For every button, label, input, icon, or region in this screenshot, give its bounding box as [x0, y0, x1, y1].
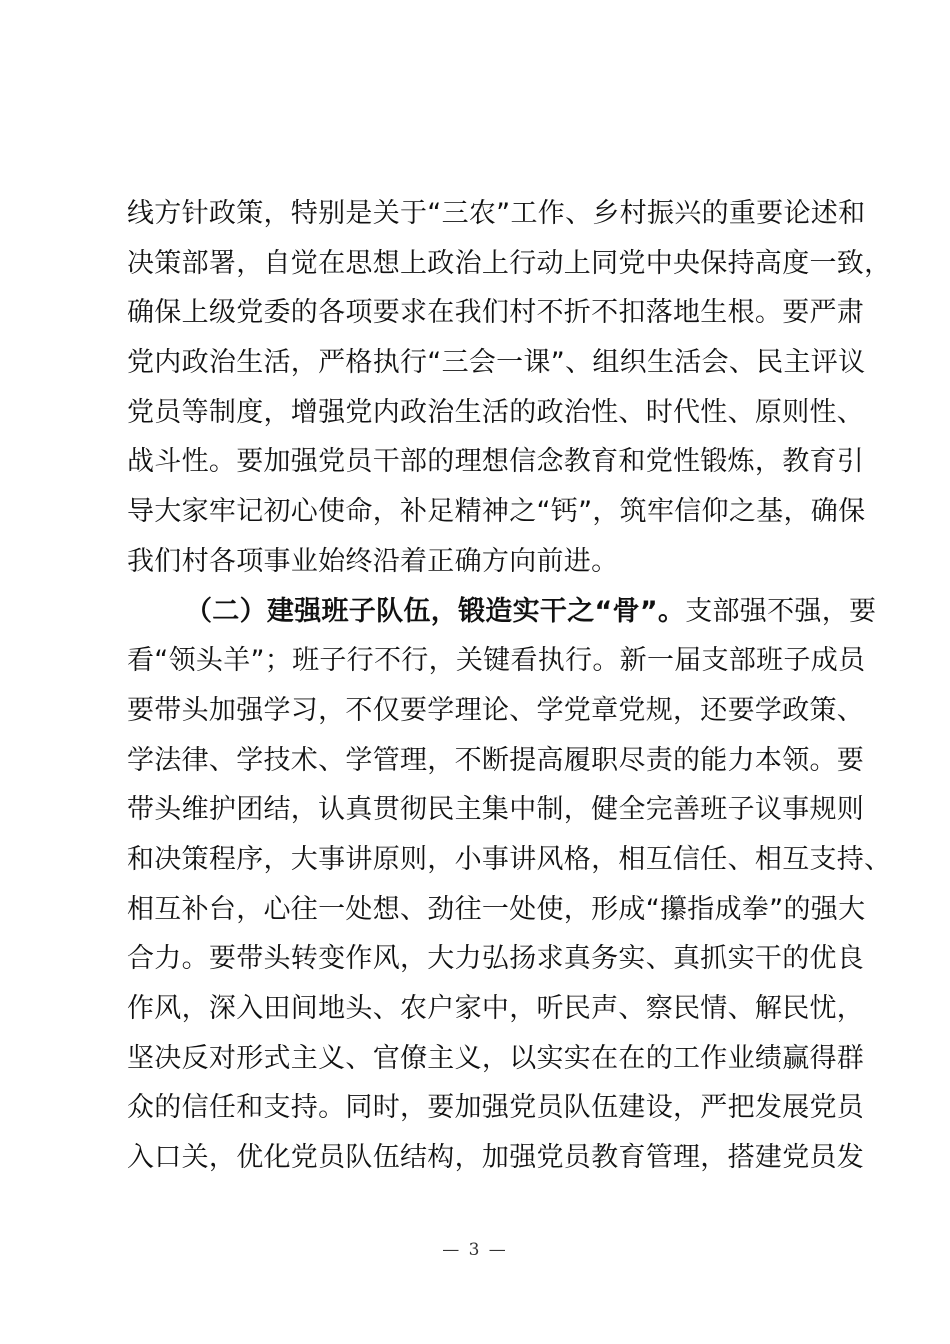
body-line: 线方针政策，特别是关于“三农”工作、乡村振兴的重要论述和: [127, 198, 866, 229]
body-line: 我们村各项事业始终沿着正确方向前进。: [127, 546, 619, 577]
section-heading: （二）建强班子队伍，锻造实干之“骨”。: [185, 596, 686, 627]
body-line: 学法律、学技术、学管理，不断提高履职尽责的能力本领。要: [127, 745, 865, 776]
body-line: 党内政治生活，严格执行“三会一课”、组织生活会、民主评议: [127, 347, 866, 378]
section-first-line-text: 支部强不强，要: [685, 596, 877, 627]
body-line: 入口关，优化党员队伍结构，加强党员教育管理，搭建党员发: [127, 1142, 865, 1173]
section-heading-line: [185, 592, 876, 632]
body-line: 作风，深入田间地头、农户家中，听民声、察民情、解民忧，: [127, 993, 865, 1024]
body-line: 坚决反对形式主义、官僚主义，以实实在在的工作业绩赢得群: [127, 1043, 865, 1074]
body-line: 和决策程序，大事讲原则，小事讲风格，相互信任、相互支持、: [127, 844, 892, 875]
body-line: 确保上级党委的各项要求在我们村不折不扣落地生根。要严肃: [127, 297, 865, 328]
page-number: — 3 —: [442, 1240, 508, 1260]
body-line: 党员等制度，增强党内政治生活的政治性、时代性、原则性、: [127, 397, 865, 428]
body-line: 看“领头羊”；班子行不行，关键看执行。新一届支部班子成员: [127, 645, 866, 676]
body-line: 带头维护团结，认真贯彻民主集中制，健全完善班子议事规则: [127, 794, 865, 825]
body-line: 决策部署，自觉在思想上政治上行动上同党中央保持高度一致，: [127, 248, 892, 279]
body-line: 合力。要带头转变作风，大力弘扬求真务实、真抓实干的优良: [127, 943, 865, 974]
body-line: 相互补台，心往一处想、劲往一处使，形成“攥指成拳”的强大: [127, 894, 866, 925]
body-line: 导大家牢记初心使命，补足精神之“钙”，筑牢信仰之基，确保: [127, 496, 866, 527]
body-line: 要带头加强学习，不仅要学理论、学党章党规，还要学政策、: [127, 695, 865, 726]
body-line: 众的信任和支持。同时，要加强党员队伍建设，严把发展党员: [127, 1092, 865, 1123]
body-line: 战斗性。要加强党员干部的理想信念教育和党性锻炼，教育引: [127, 446, 865, 477]
